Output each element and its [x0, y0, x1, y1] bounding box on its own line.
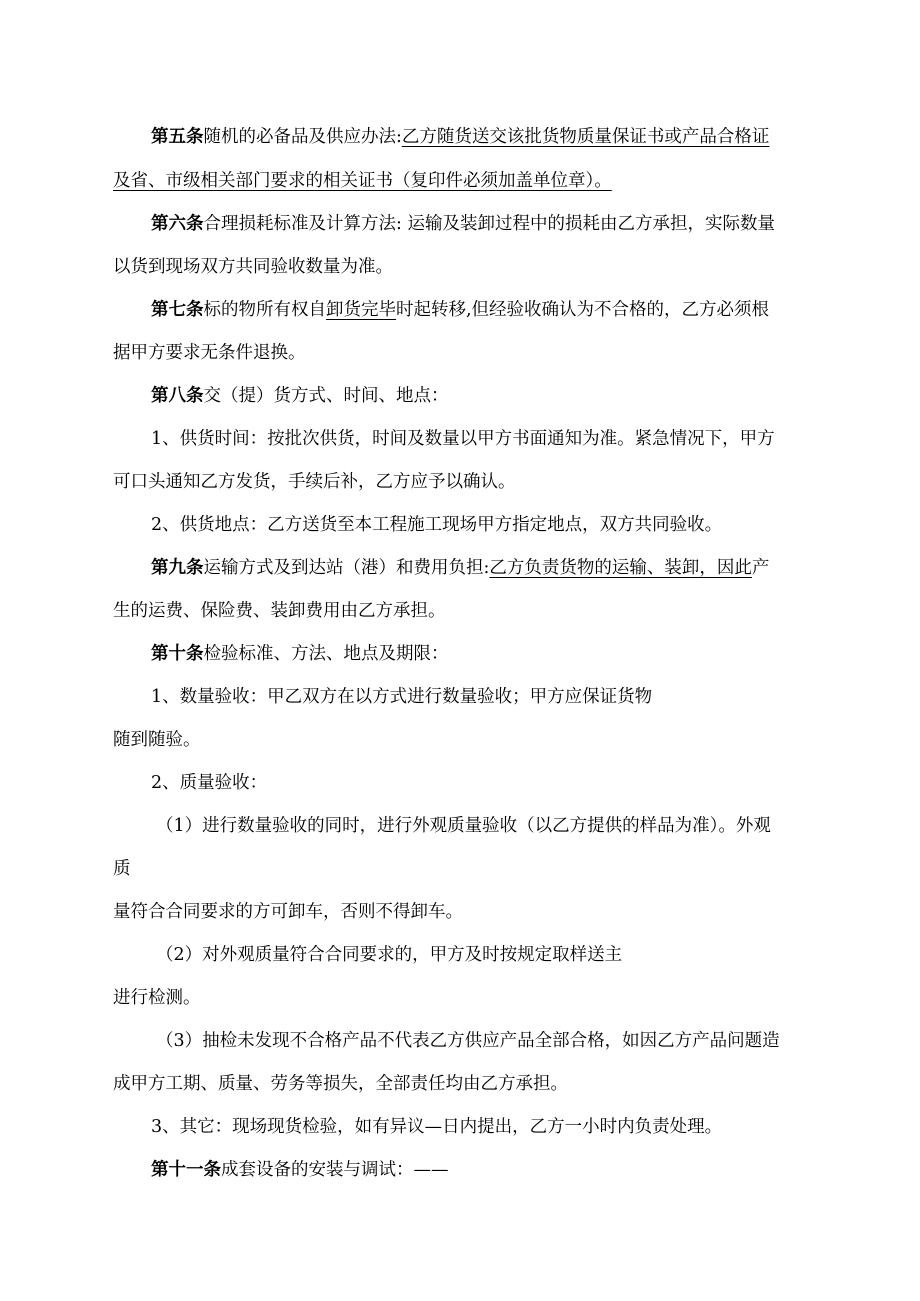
article-5-underlined-text: 乙方随货送交该批货物质量保证书或产品合格证 [401, 127, 770, 147]
article-10-sub-2-text: （2）对外观质量符合合同要求的，甲方及时按规定取样送主 [156, 945, 623, 965]
article-10-title: 检验标准、方法、地点及期限： [203, 644, 449, 664]
article-10-item-2-text: 2、质量验收： [151, 773, 268, 793]
article-10-sub-2-cont [113, 985, 813, 1011]
article-10-sub-3 [113, 1028, 813, 1054]
article-10-sub-1 [113, 813, 813, 839]
article-10-sub-1-cont-2 [113, 899, 813, 925]
article-11-title: 成套设备的安装与调试：—— [221, 1160, 449, 1180]
article-10-sub-3-cont [113, 1071, 813, 1097]
article-7-heading: 第七条 [151, 300, 204, 320]
article-9-text-cont: 生的运费、保险费、装卸费用由乙方承担。 [113, 601, 446, 621]
article-10-sub-2-text-cont: 进行检测。 [113, 988, 201, 1008]
article-10-item-3 [113, 1114, 813, 1140]
article-5-title: 随机的必备品及供应办法: [203, 127, 402, 147]
article-6-heading: 第六条 [151, 214, 204, 234]
article-6-text-cont: 以货到现场双方共同验收数量为准。 [113, 257, 393, 277]
article-7-line-1 [113, 297, 813, 323]
article-7-text-b: 时起转移,但经验收确认为不合格的，乙方必须根 [396, 300, 770, 320]
article-10-sub-3-text: （3）抽检未发现不合格产品不代表乙方供应产品全部合格，如因乙方产品问题造 [156, 1031, 780, 1051]
article-5-line-2 [113, 168, 813, 194]
article-11-heading: 第十一条 [151, 1160, 221, 1180]
article-7-line-2 [113, 340, 813, 366]
article-9-line-2 [113, 598, 813, 624]
article-5-underlined-text-cont: 及省、市级相关部门要求的相关证书（复印件必须加盖单位章）。 [113, 171, 612, 191]
article-10-item-1 [113, 684, 813, 710]
article-5-heading: 第五条 [151, 127, 204, 147]
article-10-sub-1-text: （1）进行数量验收的同时，进行外观质量验收（以乙方提供的样品为准）。外观 [156, 816, 771, 836]
article-10-item-1-cont [113, 727, 813, 753]
article-10-sub-1-text-cont-2: 量符合合同要求的方可卸车，否则不得卸车。 [113, 902, 463, 922]
article-8-heading: 第八条 [151, 386, 204, 406]
document-page [113, 0, 813, 1301]
article-8-line-1 [113, 383, 813, 409]
article-8-item-1 [113, 426, 813, 452]
article-6-text: 合理损耗标准及计算方法: 运输及装卸过程中的损耗由乙方承担，实际数量 [203, 214, 775, 234]
article-10-sub-3-text-cont: 成甲方工期、质量、劳务等损失，全部责任均由乙方承担。 [113, 1074, 568, 1094]
article-11-line-1 [113, 1157, 813, 1183]
article-10-line-1 [113, 641, 813, 667]
article-6-line-2 [113, 254, 813, 280]
article-9-heading: 第九条 [151, 558, 204, 578]
article-9-text-b: 产 [751, 558, 770, 578]
article-8-item-1-text: 1、供货时间：按批次供货，时间及数量以甲方书面通知为准。紧急情况下，甲方 [151, 429, 775, 449]
article-5-line-1 [113, 124, 813, 150]
article-10-item-1-text: 1、数量验收：甲乙双方在以方式进行数量验收；甲方应保证货物 [151, 687, 653, 707]
article-10-heading: 第十条 [151, 644, 204, 664]
article-9-title: 运输方式及到达站（港）和费用负担: [203, 558, 490, 578]
article-8-item-2 [113, 512, 813, 538]
article-7-text-a: 标的物所有权自 [203, 300, 326, 320]
article-10-item-3-text: 3、其它：现场现货检验，如有异议—日内提出，乙方一小时内负责处理。 [151, 1117, 723, 1137]
article-9-underlined-text: 乙方负责货物的运输、装卸，因此 [489, 558, 752, 578]
article-8-item-1-cont [113, 469, 813, 495]
article-7-text-cont: 据甲方要求无条件退换。 [113, 343, 306, 363]
article-6-line-1 [113, 211, 813, 237]
article-7-underlined-text: 卸货完毕 [326, 300, 396, 320]
article-8-item-1-text-cont: 可口头通知乙方发货，手续后补，乙方应予以确认。 [113, 472, 516, 492]
article-8-item-2-text: 2、供货地点：乙方送货至本工程施工现场甲方指定地点，双方共同验收。 [151, 515, 723, 535]
article-8-title: 交（提）货方式、时间、地点： [203, 386, 449, 406]
article-10-sub-2 [113, 942, 813, 968]
article-10-item-2 [113, 770, 813, 796]
article-10-sub-1-cont [113, 856, 813, 882]
article-10-item-1-text-cont: 随到随验。 [113, 730, 201, 750]
article-9-line-1 [113, 555, 813, 581]
article-10-sub-1-text-cont: 质 [113, 859, 131, 879]
